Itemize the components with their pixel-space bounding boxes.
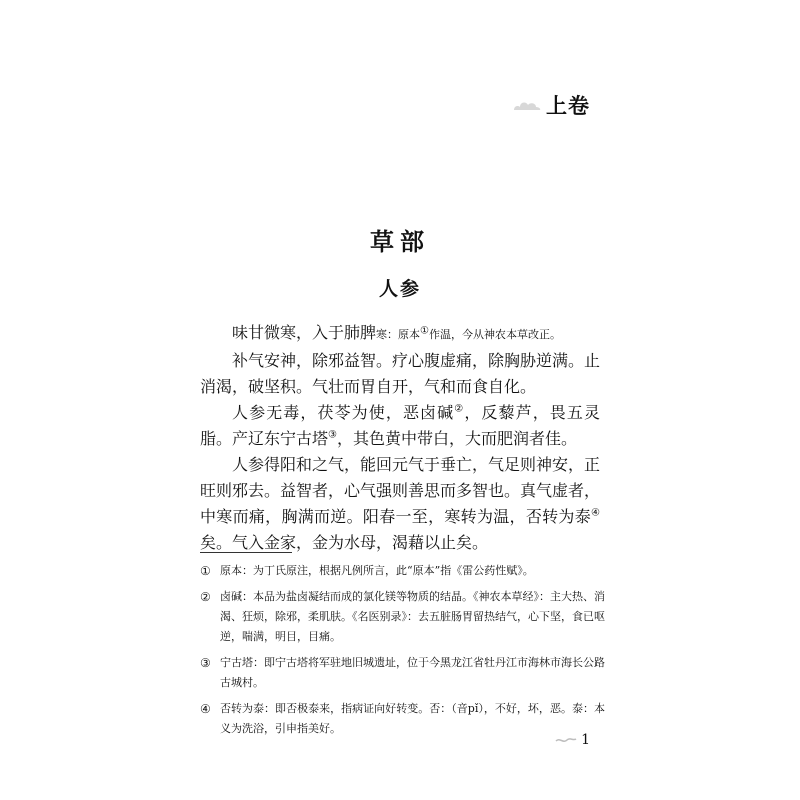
footnote-mark: ② <box>200 590 211 604</box>
volume-header <box>512 90 590 120</box>
footnote-mark: ① <box>200 564 211 578</box>
swirl-ornament-icon <box>555 735 577 745</box>
paragraph-4-b: 矣。气入金家，金为水母，渴藉以止矣。 <box>200 533 489 552</box>
footnotes <box>200 561 605 745</box>
footnote-mark: ④ <box>200 702 211 716</box>
cloud-ornament-icon <box>512 96 542 114</box>
page-footer <box>555 732 590 748</box>
footnote-mark: ③ <box>200 656 211 670</box>
volume-title: 上卷 <box>546 93 590 118</box>
footnote-text: 否转为泰：即否极泰来，指病证向好转变。否：（音pǐ），不好，坏，恶。泰：本义为洗浴，引申指美好。 <box>220 702 605 735</box>
entry-title: 人参 <box>378 278 421 300</box>
paragraph-1-main: 味甘微寒，入于肺脾 <box>232 323 377 342</box>
paragraph-4-a: 人参得阳和之气，能回元气于垂亡，气足则神安，正旺则邪去。益智者，心气强则善思而多智也。真气虚者，中寒而痛，胸满而逆。阳春一至，寒转为温，否转为泰 <box>200 455 601 526</box>
footnote-item <box>200 561 605 581</box>
footnote-item <box>200 699 605 739</box>
paragraph-3-a: 人参无毒，茯苓为使，恶卤碱 <box>232 403 455 422</box>
paragraph-3 <box>200 400 600 452</box>
footnote-ref-1[interactable]: ① <box>420 325 429 337</box>
footnote-ref-2[interactable]: ② <box>454 403 465 415</box>
footnote-text: 宁古塔：即宁古塔将军驻地旧城遗址，位于今黑龙江省牡丹江市海林市海长公路古城村。 <box>220 656 605 689</box>
footnote-ref-4[interactable]: ④ <box>591 507 600 519</box>
paragraph-2: 补气安神，除邪益智。疗心腹虚痛，除胸胁逆满。止消渴，破坚积。气壮而胃自开，气和而食自化。 <box>200 351 601 396</box>
paragraph-1 <box>200 320 600 348</box>
page-number: 1 <box>581 732 590 748</box>
paragraph-3-c: ，其色黄中带白，大而肥润者佳。 <box>336 429 577 448</box>
inline-note <box>376 325 561 341</box>
inline-note-a: 寒：原本 <box>376 328 421 341</box>
paragraph-3-b: ，反藜芦，畏五灵脂。产辽东宁古塔 <box>200 403 600 448</box>
footnote-divider <box>200 552 292 553</box>
footnote-item <box>200 653 605 693</box>
footnote-text: 原本：为丁氏原注，根据凡例所言，此“原本”指《雷公药性赋》。 <box>220 564 534 577</box>
footnote-text: 卤碱：本品为盐卤凝结而成的氯化镁等物质的结晶。《神农本草经》：主大热、消渴、狂烦，除邪，柔肌肤。《名医别录》：去五脏肠胃留热结气，心下坚，食已呕逆，喘满，明目，目痛。 <box>220 590 605 643</box>
paragraph-4 <box>200 452 600 556</box>
body-text <box>200 320 600 556</box>
footnote-item <box>200 587 605 647</box>
section-title: 草部 <box>370 227 430 256</box>
footnote-ref-3[interactable]: ③ <box>328 429 337 441</box>
inline-note-b: 作温，今从神农本草改正。 <box>428 328 561 341</box>
